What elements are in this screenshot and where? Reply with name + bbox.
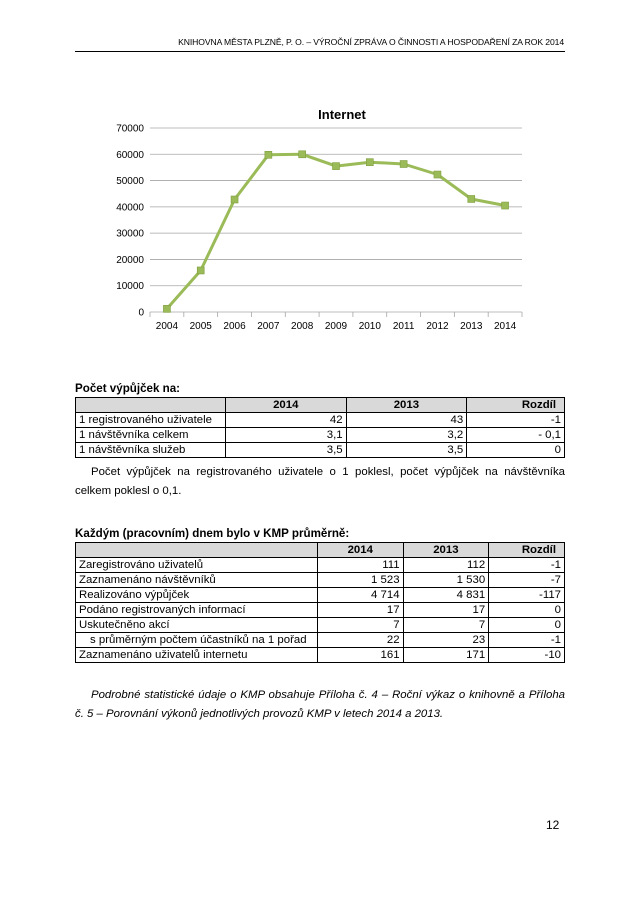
- value-diff: 0: [489, 603, 565, 618]
- row-label: Zaznamenáno návštěvníků: [76, 573, 318, 588]
- table-row: [76, 573, 565, 588]
- data-point: [502, 202, 509, 209]
- y-tick-label: 30000: [116, 228, 144, 240]
- value-2014: 111: [317, 558, 403, 573]
- y-tick-label: 70000: [116, 123, 144, 135]
- daily-table-title: Každým (pracovním) dnem bylo v KMP průměrně:: [75, 527, 350, 540]
- value-2014: 22: [317, 633, 403, 648]
- value-diff: 0: [467, 443, 565, 458]
- value-diff: -117: [489, 588, 565, 603]
- data-point: [299, 151, 306, 158]
- table-row: [76, 648, 565, 663]
- value-2013: 3,5: [346, 443, 467, 458]
- value-2013: 1 530: [403, 573, 489, 588]
- x-tick-label: 2006: [223, 321, 246, 332]
- table-row: [76, 558, 565, 573]
- y-tick-label: 60000: [116, 149, 144, 161]
- data-point: [265, 151, 272, 158]
- value-2014: 3,5: [225, 443, 346, 458]
- value-2013: 3,2: [346, 428, 467, 443]
- x-tick-label: 2014: [493, 321, 517, 332]
- value-diff: 0: [489, 618, 565, 633]
- data-point: [231, 196, 238, 203]
- row-label: Realizováno výpůjček: [76, 588, 318, 603]
- value-2014: 17: [317, 603, 403, 618]
- internet-chart: [92, 100, 532, 342]
- x-tick-label: 2007: [257, 321, 280, 332]
- row-label: Zaregistrováno uživatelů: [76, 558, 318, 573]
- table-row: [76, 413, 565, 428]
- table-row: [76, 603, 565, 618]
- daily-header-2013: 2013: [403, 543, 489, 558]
- x-tick-label: 2009: [324, 321, 348, 332]
- loans-table-title: Počet výpůjček na:: [75, 382, 181, 395]
- value-2013: 4 831: [403, 588, 489, 603]
- daily-header-blank: [76, 543, 318, 558]
- y-tick-label: 40000: [116, 202, 144, 214]
- header-divider: [75, 51, 565, 52]
- row-label: 1 návštěvníka celkem: [76, 428, 226, 443]
- data-point: [197, 267, 204, 274]
- row-label: Podáno registrovaných informací: [76, 603, 318, 618]
- row-label: Uskutečněno akcí: [76, 618, 318, 633]
- row-label: Zaznamenáno uživatelů internetu: [76, 648, 318, 663]
- daily-header-2014: 2014: [317, 543, 403, 558]
- daily-table: [75, 542, 565, 663]
- loans-table-header-row: [76, 398, 565, 413]
- value-2013: 112: [403, 558, 489, 573]
- value-diff: -7: [489, 573, 565, 588]
- x-tick-label: 2005: [189, 321, 212, 332]
- data-point: [163, 305, 170, 312]
- value-2013: 7: [403, 618, 489, 633]
- x-tick-label: 2010: [358, 321, 381, 332]
- value-diff: - 0,1: [467, 428, 565, 443]
- page-number: 12: [546, 818, 560, 832]
- table-row: [76, 588, 565, 603]
- table-row: [76, 633, 565, 648]
- x-tick-label: 2011: [392, 321, 415, 332]
- paragraph-loans-comment: Počet výpůjček na registrovaného uživatele o 1 poklesl, počet výpůjček na návštěvníka celkem poklesl o 0,1.: [75, 466, 565, 497]
- daily-table-header-row: [76, 543, 565, 558]
- table-row: [76, 443, 565, 458]
- x-tick-label: 2008: [291, 321, 314, 332]
- value-2014: 7: [317, 618, 403, 633]
- value-2014: 161: [317, 648, 403, 663]
- y-tick-label: 0: [138, 307, 144, 319]
- loans-table: [75, 397, 565, 458]
- value-2013: 17: [403, 603, 489, 618]
- table-row: [76, 428, 565, 443]
- row-label: 1 registrovaného uživatele: [76, 413, 226, 428]
- running-header: KNIHOVNA MĚSTA PLZNĚ, P. O. – VÝROČNÍ ZPRÁVA O ČINNOSTI A HOSPODAŘENÍ ZA ROK 2014: [178, 37, 564, 47]
- data-point: [434, 171, 441, 178]
- value-2014: 1 523: [317, 573, 403, 588]
- row-label: s průměrným počtem účastníků na 1 pořad: [76, 633, 318, 648]
- loans-header-blank: [76, 398, 226, 413]
- value-2014: 4 714: [317, 588, 403, 603]
- y-tick-label: 50000: [116, 176, 144, 188]
- row-label: 1 návštěvníka služeb: [76, 443, 226, 458]
- value-2014: 42: [225, 413, 346, 428]
- value-2013: 43: [346, 413, 467, 428]
- table-row: [76, 618, 565, 633]
- y-tick-label: 20000: [116, 254, 144, 266]
- x-tick-label: 2013: [460, 321, 483, 332]
- value-diff: -1: [467, 413, 565, 428]
- data-point: [400, 161, 407, 168]
- value-diff: -1: [489, 558, 565, 573]
- data-point: [468, 195, 475, 202]
- value-2013: 171: [403, 648, 489, 663]
- value-diff: -10: [489, 648, 565, 663]
- data-point: [333, 163, 340, 170]
- x-tick-label: 2012: [426, 321, 449, 332]
- y-tick-label: 10000: [116, 281, 144, 293]
- daily-header-diff: Rozdíl: [489, 543, 565, 558]
- loans-header-diff: Rozdíl: [467, 398, 565, 413]
- paragraph-appendix-note: Podrobné statistické údaje o KMP obsahuje Příloha č. 4 – Roční výkaz o knihovně a Příloha č. 5 – Porovnání výkonů jednotlivých provozů KMP v letech 2014 a 2013.: [75, 689, 565, 720]
- x-tick-label: 2004: [155, 321, 179, 332]
- value-2013: 23: [403, 633, 489, 648]
- value-diff: -1: [489, 633, 565, 648]
- loans-header-2013: 2013: [346, 398, 467, 413]
- internet-chart-svg: [92, 100, 532, 342]
- chart-title: Internet: [318, 107, 366, 122]
- data-point: [366, 159, 373, 166]
- loans-header-2014: 2014: [225, 398, 346, 413]
- value-2014: 3,1: [225, 428, 346, 443]
